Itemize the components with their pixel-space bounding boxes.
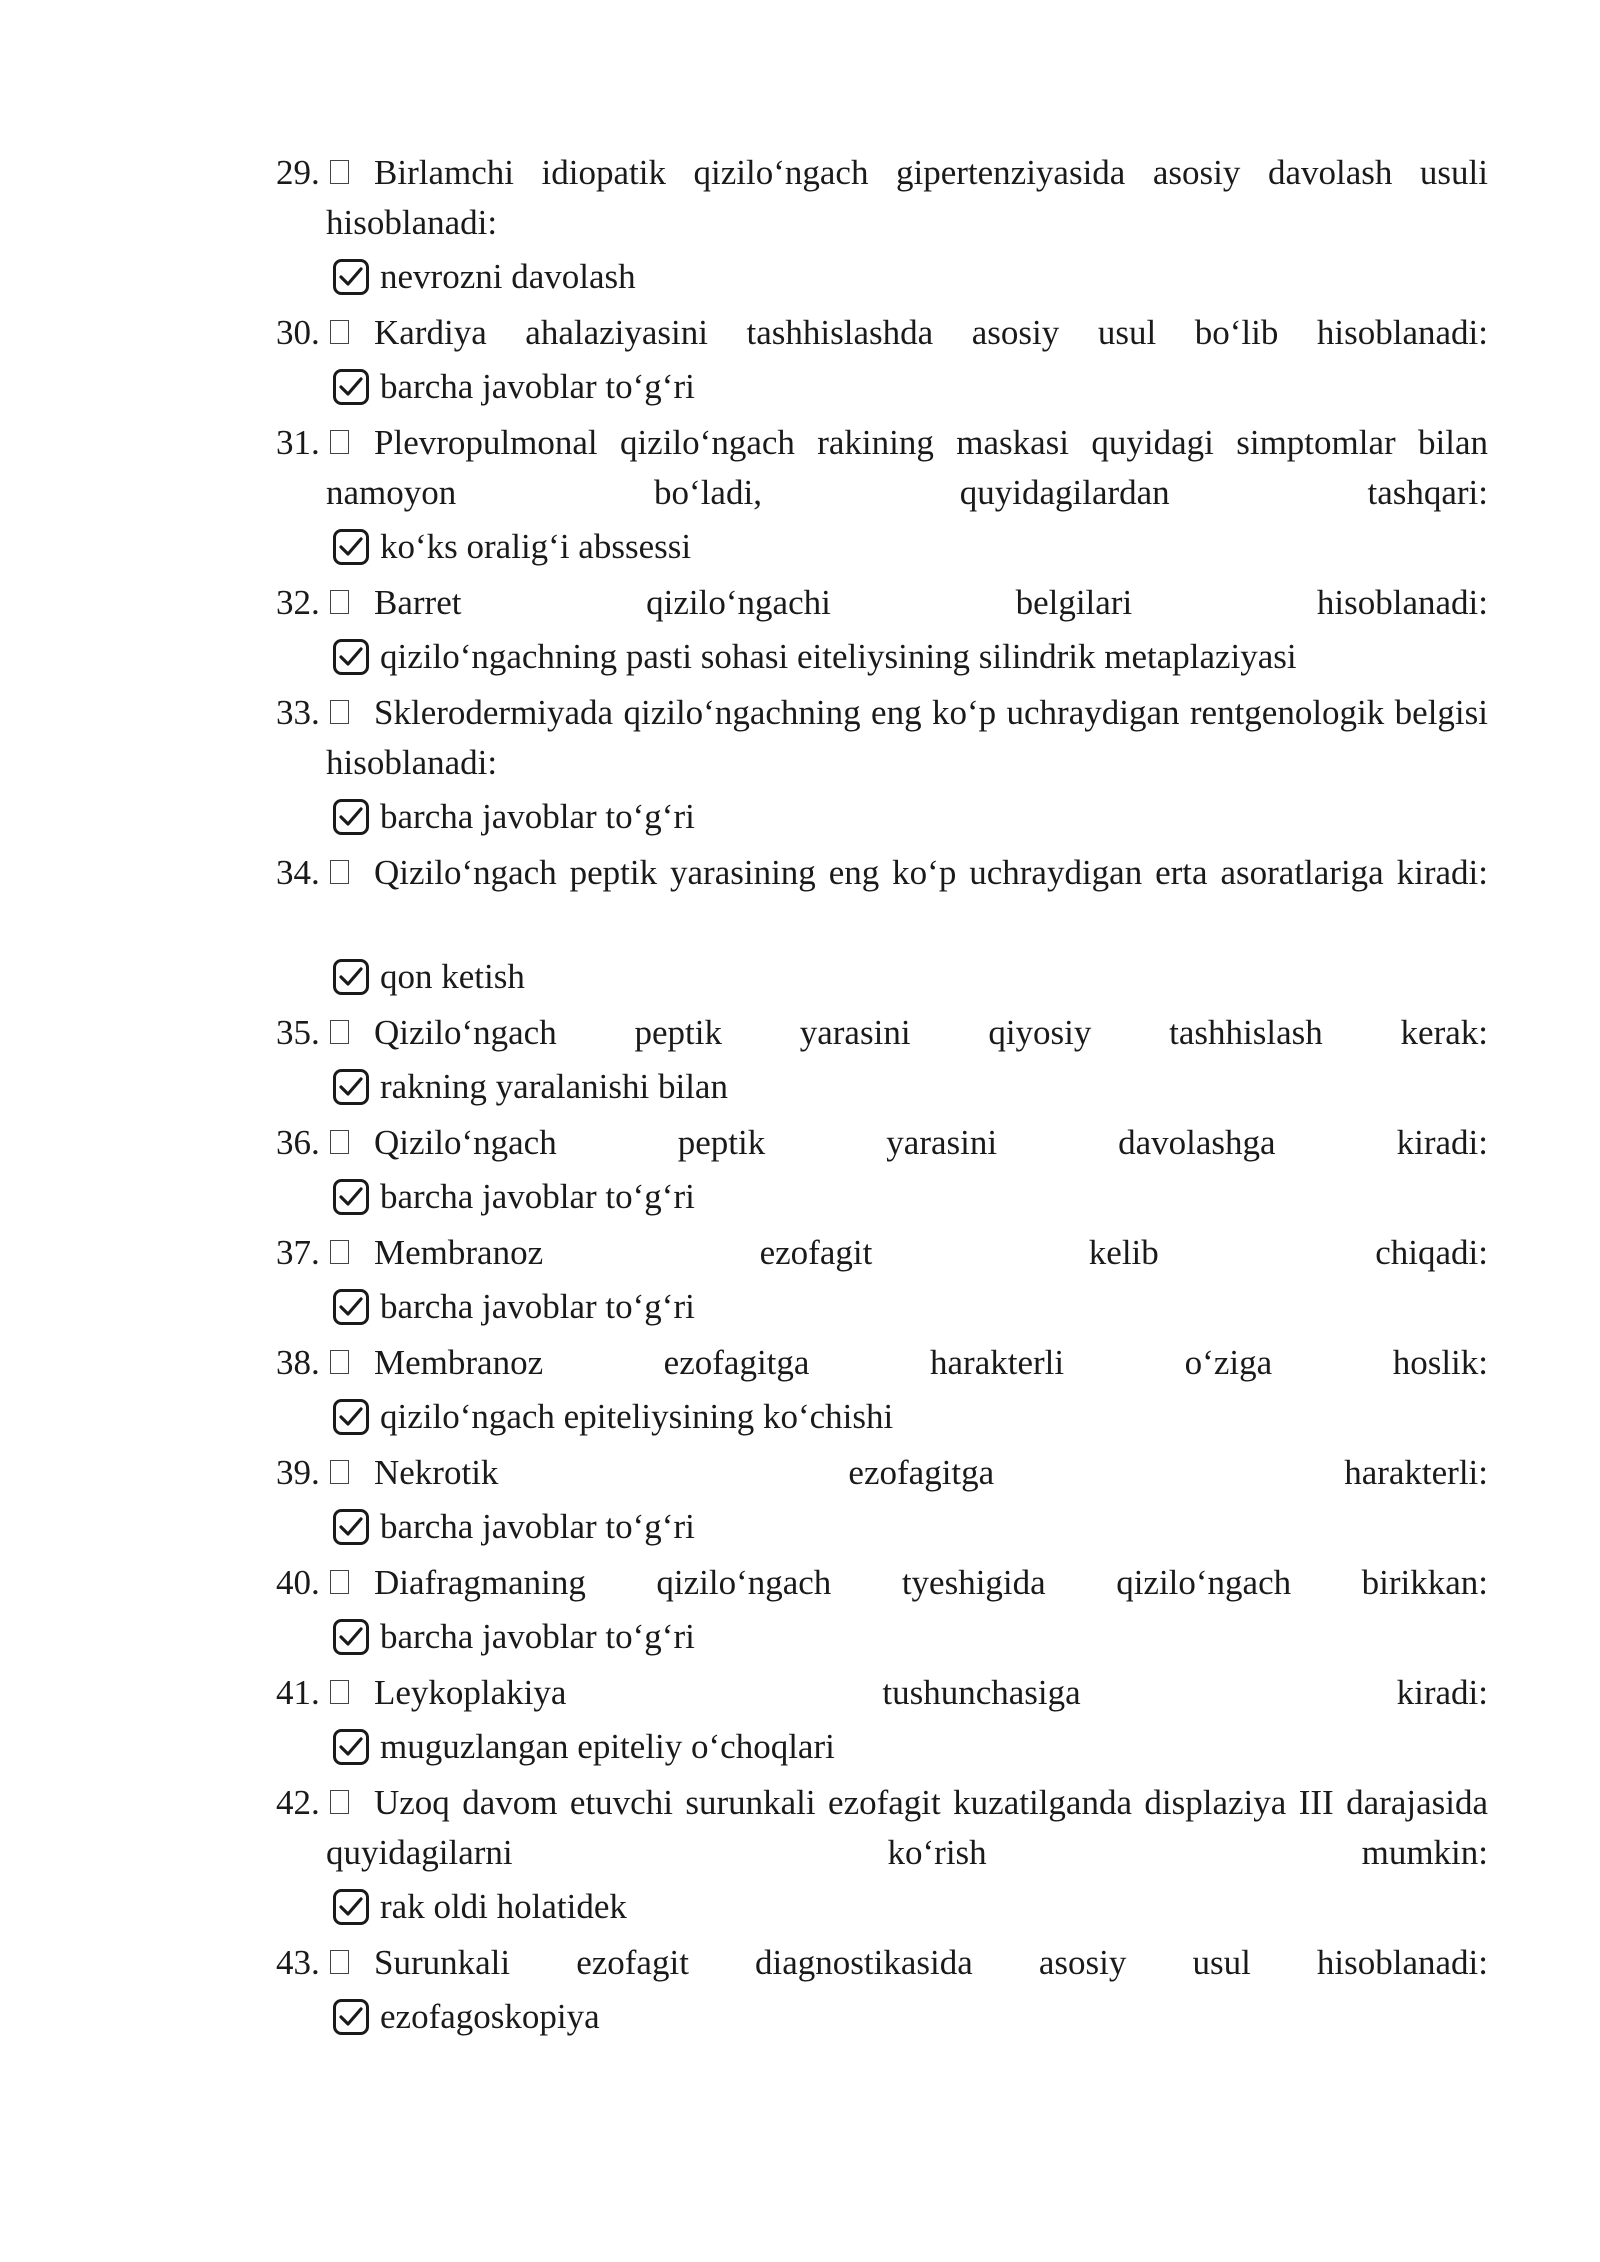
answer-37 — [332, 1282, 695, 1332]
question-number: 33. — [276, 693, 320, 732]
question-38 — [276, 1338, 1488, 1388]
checked-box-icon — [332, 1728, 370, 1766]
question-text: Membranoz ezofagit kelib chiqadi: — [374, 1233, 1488, 1272]
question-number: 40. — [276, 1563, 320, 1602]
empty-box-icon — [330, 1570, 349, 1594]
question-number: 29. — [276, 153, 320, 192]
checked-box-icon — [332, 1068, 370, 1106]
answer-text: nevrozni davolash — [380, 257, 636, 296]
question-36 — [276, 1118, 1488, 1168]
empty-box-icon — [330, 860, 349, 884]
question-number: 41. — [276, 1673, 320, 1712]
question-42 — [276, 1778, 1488, 1878]
question-text: Kardiya ahalaziyasini tashhislashda asosiy usul bo‘lib hisoblanadi: — [374, 313, 1488, 352]
question-number: 31. — [276, 423, 320, 462]
checked-box-icon — [332, 638, 370, 676]
empty-box-icon — [330, 160, 349, 184]
answer-39 — [332, 1502, 695, 1552]
answer-33 — [332, 792, 695, 842]
question-number: 30. — [276, 313, 320, 352]
question-number: 38. — [276, 1343, 320, 1382]
empty-box-icon — [330, 430, 349, 454]
question-29 — [276, 148, 1488, 248]
empty-box-icon — [330, 320, 349, 344]
answer-43 — [332, 1992, 600, 2042]
checked-box-icon — [332, 1508, 370, 1546]
checked-box-icon — [332, 528, 370, 566]
empty-box-icon — [330, 700, 349, 724]
answer-41 — [332, 1722, 835, 1772]
answer-29 — [332, 252, 636, 302]
question-number: 37. — [276, 1233, 320, 1272]
empty-box-icon — [330, 1790, 349, 1814]
question-35 — [276, 1008, 1488, 1058]
question-34 — [276, 848, 1488, 898]
empty-box-icon — [330, 1240, 349, 1264]
answer-text: rak oldi holatidek — [380, 1887, 627, 1926]
question-number: 32. — [276, 583, 320, 622]
checked-box-icon — [332, 1618, 370, 1656]
checked-box-icon — [332, 1288, 370, 1326]
question-number: 43. — [276, 1943, 320, 1982]
answer-text: barcha javoblar to‘g‘ri — [380, 1507, 695, 1546]
empty-box-icon — [330, 1460, 349, 1484]
empty-box-icon — [330, 1130, 349, 1154]
answer-36 — [332, 1172, 695, 1222]
question-text: Surunkali ezofagit diagnostikasida asosiy usul hisoblanadi: — [374, 1943, 1488, 1982]
question-33 — [276, 688, 1488, 788]
answer-text: muguzlangan epiteliy o‘choqlari — [380, 1727, 835, 1766]
question-text: Birlamchi idiopatik qizilo‘ngach gipertenziyasida asosiy davolash usuli hisoblanadi: — [326, 153, 1488, 242]
answer-35 — [332, 1062, 728, 1112]
answer-40 — [332, 1612, 695, 1662]
question-41 — [276, 1668, 1488, 1718]
question-number: 39. — [276, 1453, 320, 1492]
question-text: Uzoq davom etuvchi surunkali ezofagit kuzatilganda displaziya III darajasida quyidagilarni ko‘rish mumkin: — [326, 1783, 1488, 1872]
answer-text: barcha javoblar to‘g‘ri — [380, 797, 695, 836]
answer-text: ko‘ks oralig‘i abssessi — [380, 527, 692, 566]
answer-31 — [332, 522, 691, 572]
answer-text: ezofagoskopiya — [380, 1997, 600, 2036]
answer-text: rakning yaralanishi bilan — [380, 1067, 728, 1106]
question-text: Membranoz ezofagitga harakterli o‘ziga hoslik: — [374, 1343, 1488, 1382]
answer-34 — [332, 952, 525, 1002]
question-40 — [276, 1558, 1488, 1608]
empty-box-icon — [330, 590, 349, 614]
checked-box-icon — [332, 1178, 370, 1216]
question-number: 34. — [276, 853, 320, 892]
question-number: 42. — [276, 1783, 320, 1822]
question-text: Leykoplakiya tushunchasiga kiradi: — [374, 1673, 1488, 1712]
question-text: Qizilo‘ngach peptik yarasini qiyosiy tashhislash kerak: — [374, 1013, 1488, 1052]
question-text: Plevropulmonal qizilo‘ngach rakining maskasi quyidagi simptomlar bilan namoyon bo‘ladi, quyidagilardan tashqari: — [326, 423, 1488, 512]
checked-box-icon — [332, 958, 370, 996]
question-text: Qizilo‘ngach peptik yarasini davolashga kiradi: — [374, 1123, 1488, 1162]
answer-32 — [332, 632, 1297, 682]
empty-box-icon — [330, 1350, 349, 1374]
question-text: Sklerodermiyada qizilo‘ngachning eng ko‘p uchraydigan rentgenologik belgisi hisoblanadi: — [326, 693, 1488, 782]
checked-box-icon — [332, 1888, 370, 1926]
question-text: Barret qizilo‘ngachi belgilari hisoblanadi: — [374, 583, 1488, 622]
answer-text: qon ketish — [380, 957, 525, 996]
question-39 — [276, 1448, 1488, 1498]
answer-42 — [332, 1882, 627, 1932]
answer-text: qizilo‘ngachning pasti sohasi eiteliysining silindrik metaplaziyasi — [380, 637, 1297, 676]
question-text: Nekrotik ezofagitga harakterli: — [374, 1453, 1488, 1492]
checked-box-icon — [332, 1998, 370, 2036]
answer-text: barcha javoblar to‘g‘ri — [380, 367, 695, 406]
empty-box-icon — [330, 1680, 349, 1704]
question-31 — [276, 418, 1488, 518]
question-37 — [276, 1228, 1488, 1278]
checked-box-icon — [332, 368, 370, 406]
question-32 — [276, 578, 1488, 628]
checked-box-icon — [332, 258, 370, 296]
answer-38 — [332, 1392, 893, 1442]
answer-30 — [332, 362, 695, 412]
answer-text: barcha javoblar to‘g‘ri — [380, 1617, 695, 1656]
checked-box-icon — [332, 798, 370, 836]
question-text: Qizilo‘ngach peptik yarasining eng ko‘p uchraydigan erta asoratlariga kiradi: — [374, 853, 1488, 892]
answer-text: qizilo‘ngach epiteliysining ko‘chishi — [380, 1397, 894, 1436]
question-text: Diafragmaning qizilo‘ngach tyeshigida qizilo‘ngach birikkan: — [374, 1563, 1488, 1602]
question-30 — [276, 308, 1488, 358]
question-number: 35. — [276, 1013, 320, 1052]
empty-box-icon — [330, 1950, 349, 1974]
checked-box-icon — [332, 1398, 370, 1436]
question-number: 36. — [276, 1123, 320, 1162]
empty-box-icon — [330, 1020, 349, 1044]
answer-text: barcha javoblar to‘g‘ri — [380, 1287, 695, 1326]
answer-text: barcha javoblar to‘g‘ri — [380, 1177, 695, 1216]
question-43 — [276, 1938, 1488, 1988]
